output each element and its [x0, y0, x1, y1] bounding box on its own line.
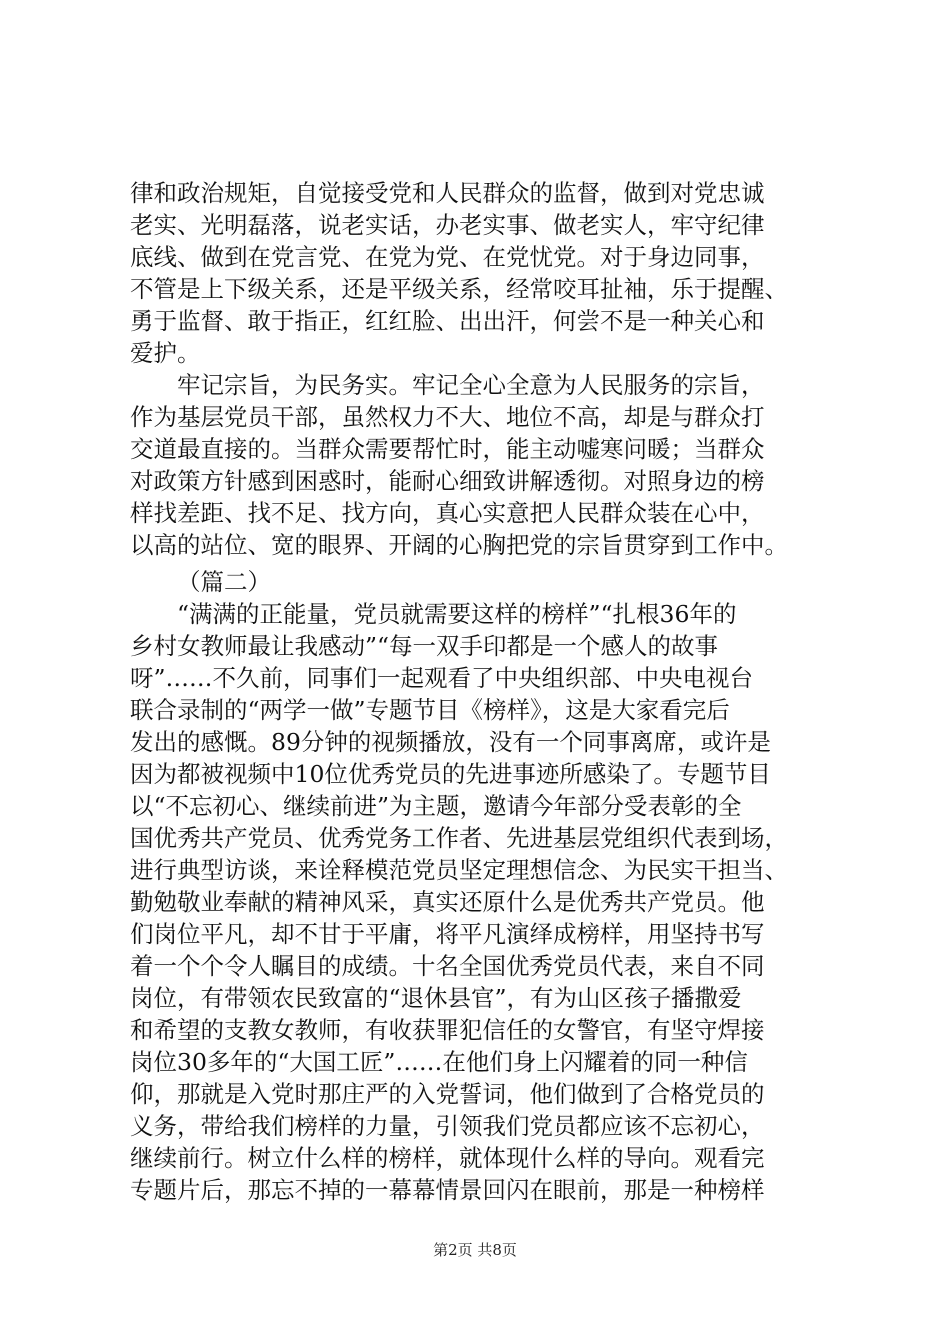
paragraph-start-line: “满满的正能量，党员就需要这样的榜样”“扎根36年的 — [177, 600, 737, 628]
text-line: 岗位30多年的“大国工匠”……在他们身上闪耀着的同一种信 — [130, 1048, 748, 1076]
text-line: 勤勉敬业奉献的精神风采，真实还原什么是优秀共产党员。他 — [130, 888, 765, 916]
text-line: 进行典型访谈，来诠释模范党员坚定理想信念、为民实干担当、 — [130, 856, 788, 884]
text-line: 仰，那就是入党时那庄严的入党誓词，他们做到了合格党员的 — [130, 1080, 765, 1108]
text-line: 以高的站位、宽的眼界、开阔的心胸把党的宗旨贯穿到工作中。 — [130, 531, 788, 559]
paragraph-start-line: 牢记宗旨，为民务实。牢记全心全意为人民服务的宗旨， — [177, 371, 765, 399]
text-line: 对政策方针感到困惑时，能耐心细致讲解透彻。对照身边的榜 — [130, 467, 765, 495]
text-line: 爱护。 — [130, 339, 201, 367]
section-2-body — [130, 598, 830, 1206]
text-line: 发出的感慨。89分钟的视频播放，没有一个同事离席，或许是 — [130, 728, 771, 756]
text-line: 样找差距、找不足、找方向，真心实意把人民群众装在心中， — [130, 499, 765, 527]
text-line: 们岗位平凡，却不甘于平庸，将平凡演绎成榜样，用坚持书写 — [130, 920, 765, 948]
page-number-footer: 第2页 共8页 — [433, 1241, 517, 1259]
text-line: 勇于监督、敢于指正，红红脸、出出汗，何尝不是一种关心和 — [130, 307, 765, 335]
text-line: 作为基层党员干部，虽然权力不大、地位不高，却是与群众打 — [130, 403, 765, 431]
text-line: 因为都被视频中10位优秀党员的先进事迹所感染了。专题节目 — [130, 760, 771, 788]
text-line: 交道最直接的。当群众需要帮忙时，能主动嘘寒问暖；当群众 — [130, 435, 765, 463]
text-line: 继续前行。树立什么样的榜样，就体现什么样的导向。观看完 — [130, 1144, 765, 1172]
section-1-body — [130, 177, 830, 561]
text-line: 国优秀共产党员、优秀党务工作者、先进基层党组织代表到场， — [130, 824, 788, 852]
text-line: 和希望的支教女教师，有收获罪犯信任的女警官，有坚守焊接 — [130, 1016, 765, 1044]
text-line: 底线、做到在党言党、在党为党、在党忧党。对于身边同事， — [130, 243, 765, 271]
text-line: 乡村女教师最让我感动”“每一双手印都是一个感人的故事 — [130, 632, 719, 660]
text-line: 老实、光明磊落，说老实话，办老实事、做老实人，牢守纪律 — [130, 211, 765, 239]
section-heading: （篇二） — [177, 568, 271, 596]
text-line: 律和政治规矩，自觉接受党和人民群众的监督，做到对党忠诚 — [130, 179, 765, 207]
text-line: 以“不忘初心、继续前进”为主题，邀请今年部分受表彰的全 — [130, 792, 742, 820]
text-line: 着一个个令人瞩目的成绩。十名全国优秀党员代表，来自不同 — [130, 952, 765, 980]
text-line: 专题片后，那忘不掉的一幕幕情景回闪在眼前，那是一种榜样 — [130, 1176, 765, 1204]
text-line: 义务，带给我们榜样的力量，引领我们党员都应该不忘初心， — [130, 1112, 765, 1140]
text-line: 呀”……不久前，同事们一起观看了中央组织部、中央电视台 — [130, 664, 754, 692]
text-line: 联合录制的“两学一做”专题节目《榜样》，这是大家看完后 — [130, 696, 730, 724]
text-line: 岗位，有带领农民致富的“退休县官”，有为山区孩子播撒爱 — [130, 984, 742, 1012]
text-line: 不管是上下级关系，还是平级关系，经常咬耳扯袖，乐于提醒、 — [130, 275, 788, 303]
